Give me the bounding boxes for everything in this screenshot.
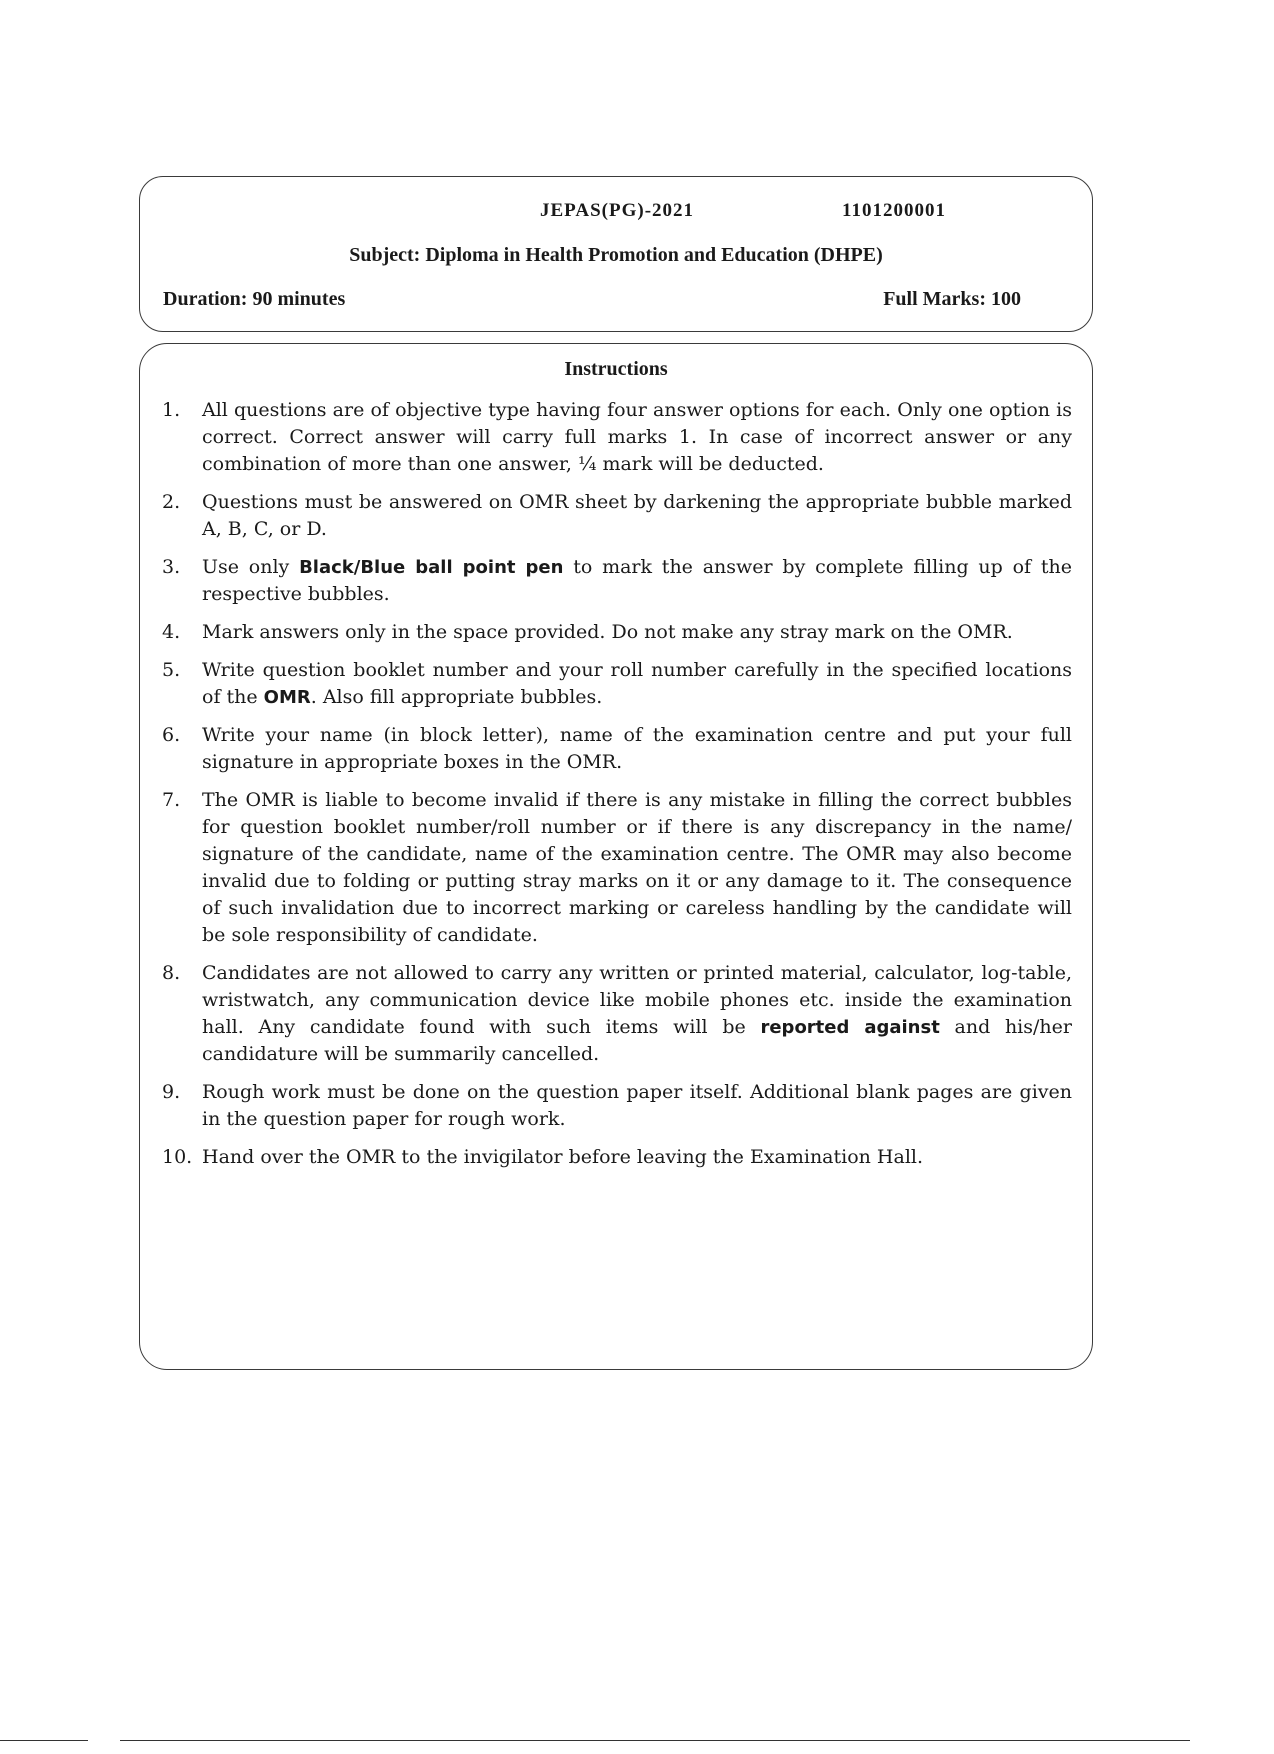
booklet-number: 1101200001 <box>842 200 946 221</box>
instruction-text: Write your name (in block letter), name of the examination centre and put your full signature in appropriate boxes in the OMR. <box>202 724 1072 773</box>
instruction-text: to mark the answer by complete filling up of the respective bubbles. <box>202 556 1072 605</box>
instruction-item <box>140 554 1092 608</box>
instruction-item <box>140 397 1092 478</box>
instruction-text: Candidates are not allowed to carry any written or printed material, calculator, log-table, wristwatch, any communication device like mobile phones etc. inside the examination hall. Any candidate found with such items will be <box>202 962 1072 1038</box>
instruction-number: 6. <box>162 724 181 746</box>
instruction-text: Rough work must be done on the question paper itself. Additional blank pages are given in the question paper for rough work. <box>202 1081 1072 1130</box>
duration: Duration: 90 minutes <box>163 288 346 310</box>
instruction-number: 3. <box>162 556 181 578</box>
instruction-text: All questions are of objective type having four answer options for each. Only one option is correct. Correct answer will carry full marks 1. In case of incorrect answer or any combination of more than one answer, ¼ mark will be deducted. <box>202 399 1072 475</box>
instruction-item <box>140 489 1092 543</box>
instruction-text: Write question booklet number and your roll number carefully in the specified locations of the <box>202 659 1072 708</box>
instruction-item <box>140 960 1092 1068</box>
instruction-number: 9. <box>162 1081 181 1103</box>
instructions-title: Instructions <box>564 358 668 380</box>
instructions-list <box>140 397 1092 1182</box>
instruction-number: 1. <box>162 399 181 421</box>
instruction-number: 2. <box>162 491 181 513</box>
instruction-number: 5. <box>162 659 181 681</box>
subject-line: Subject: Diploma in Health Promotion and Education (DHPE) <box>349 244 883 266</box>
instruction-item <box>140 657 1092 711</box>
footer-rule <box>0 1740 88 1741</box>
instruction-item <box>140 787 1092 949</box>
instruction-emphasis: OMR <box>263 687 311 708</box>
instruction-emphasis: Black/Blue ball point pen <box>299 557 564 578</box>
instruction-number: 7. <box>162 789 181 811</box>
instruction-text: Hand over the OMR to the invigilator before leaving the Examination Hall. <box>202 1146 924 1168</box>
instruction-number: 4. <box>162 621 181 643</box>
instruction-text: Questions must be answered on OMR sheet by darkening the appropriate bubble marked A, B, C, or D. <box>202 491 1072 540</box>
exam-code: JEPAS(PG)-2021 <box>540 200 695 221</box>
instruction-number: 8. <box>162 962 181 984</box>
instruction-text: The OMR is liable to become invalid if there is any mistake in filling the correct bubbles for question booklet number/roll number or if there is any discrepancy in the name/ signature of the candidate, name of the examination centre. The OMR may also become invalid due to folding or putting stray marks on it or any damage to it. The consequence of such invalidation due to incorrect marking or careless handling by the candidate will be sole responsibility of candidate. <box>202 789 1072 946</box>
instruction-item <box>140 619 1092 646</box>
instruction-item <box>140 1079 1092 1133</box>
instruction-number: 10. <box>162 1146 193 1168</box>
instruction-emphasis: reported against <box>760 1017 940 1038</box>
instructions-box <box>139 343 1093 1370</box>
instruction-text: Use only <box>202 556 300 578</box>
instruction-item <box>140 722 1092 776</box>
instruction-text: . Also fill appropriate bubbles. <box>310 686 603 708</box>
instruction-item <box>140 1144 1092 1171</box>
exam-header-box <box>139 176 1093 332</box>
instruction-text: and his/her candidature will be summarily cancelled. <box>202 1016 1072 1065</box>
full-marks: Full Marks: 100 <box>883 288 1021 310</box>
footer-rule <box>120 1740 1190 1741</box>
instruction-text: Mark answers only in the space provided. Do not make any stray mark on the OMR. <box>202 621 1013 643</box>
